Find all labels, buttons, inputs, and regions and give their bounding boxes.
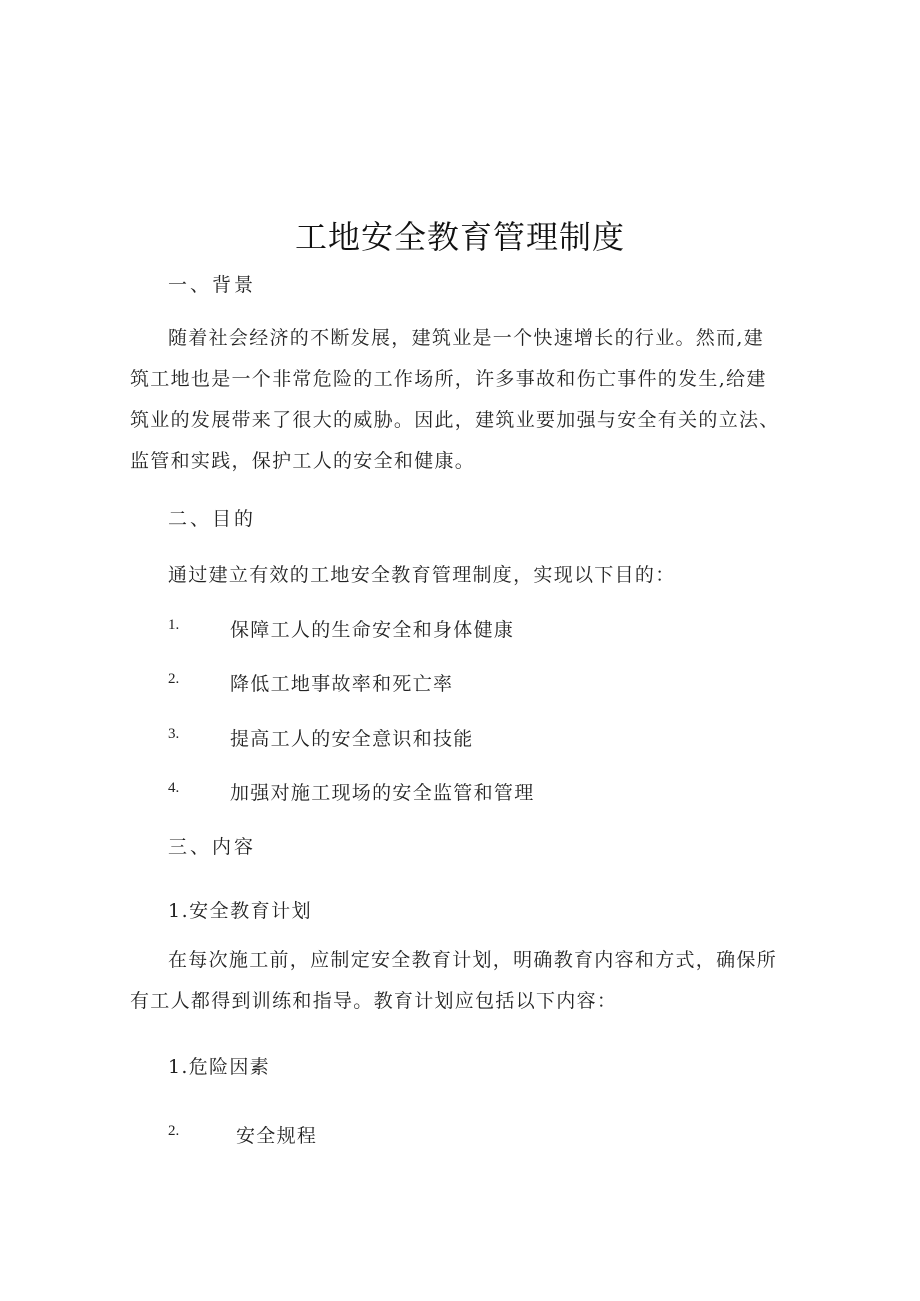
section-heading-background: 一、背景 <box>168 274 257 296</box>
subsection-heading-education-plan: 1.安全教育计划 <box>168 900 313 922</box>
list-number: 3. <box>168 726 180 742</box>
list-text: 降低工地事故率和死亡率 <box>230 673 454 695</box>
section-heading-content: 三、内容 <box>168 836 257 858</box>
list-number: 2. <box>168 671 180 687</box>
document-title: 工地安全教育管理制度 <box>294 218 625 256</box>
list-text: 保障工人的生命安全和身体健康 <box>230 619 515 641</box>
list-number: 1. <box>168 617 180 633</box>
list-text: 安全规程 <box>236 1125 318 1147</box>
list-number: 4. <box>168 780 180 796</box>
list-text: 提高工人的安全意识和技能 <box>230 728 474 750</box>
list-text: 加强对施工现场的安全监管和管理 <box>230 782 535 804</box>
background-paragraph: 随着社会经济的不断发展，建筑业是一个快速增长的行业。然而,建筑工地也是一个非常危险的工作场所，许多事故和伤亡事件的发生,给建筑业的发展带来了很大的威胁。因此，建筑业要加强与安全有关的立法、监管和实践，保护工人的安全和健康。 <box>130 327 780 472</box>
education-plan-item-1: 1.危险因素 <box>168 1056 270 1078</box>
list-number: 2. <box>168 1123 180 1139</box>
education-plan-paragraph: 在每次施工前，应制定安全教育计划，明确教育内容和方式，确保所有工人都得到训练和指导。教育计划应包括以下内容： <box>130 949 778 1012</box>
section-heading-purpose: 二、目的 <box>168 508 257 530</box>
purpose-intro: 通过建立有效的工地安全教育管理制度，实现以下目的： <box>168 564 676 586</box>
